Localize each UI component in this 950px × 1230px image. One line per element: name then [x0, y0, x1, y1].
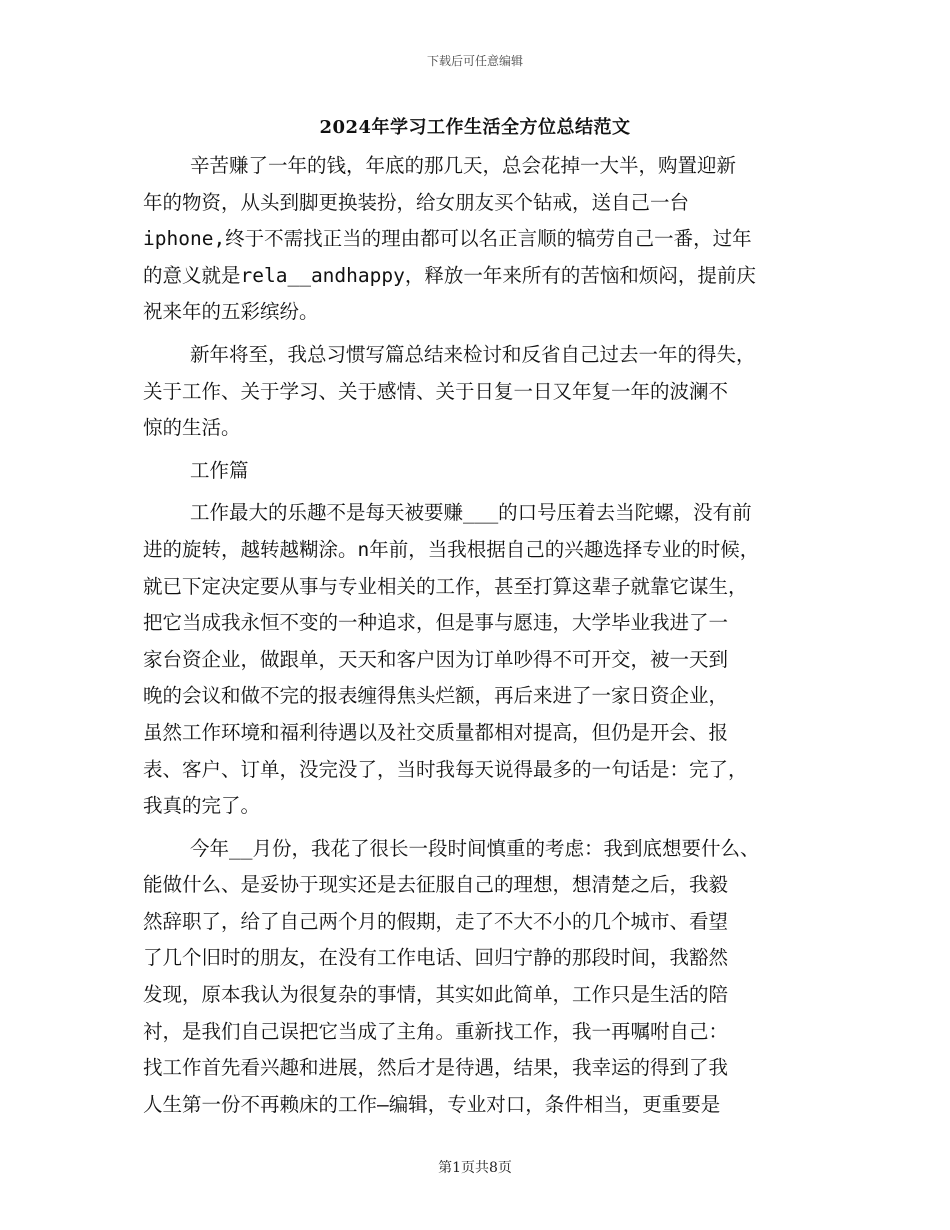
text-line: 新年将至，我总习惯写篇总结来检讨和反省自己过去一年的得失， [143, 342, 756, 366]
paragraph [143, 337, 823, 447]
text-line: 了几个旧时的朋友，在没有工作电话、回归宁静的那段时间，我豁然 [143, 946, 729, 970]
text-line: 家台资企业，做跟单，天天和客户因为订单吵得不可开交，被一天到 [143, 647, 729, 671]
text-line: 就已下定决定要从事与专业相关的工作，甚至打算这辈子就靠它谋生， [143, 574, 748, 598]
text-line: iphone,终于不需找正当的理由都可以名正言顺的犒劳自己一番，过年 [143, 227, 752, 251]
text-line: 年的物资，从头到脚更换装扮，给女朋友买个钻戒，送自己一台 [143, 190, 690, 214]
text-line: 虽然工作环境和福利待遇以及社交质量都相对提高，但仍是开会、报 [143, 720, 729, 744]
page-header: 下载后可任意编辑 [426, 54, 523, 68]
paragraph [143, 831, 823, 1124]
text-line: 辛苦赚了一年的钱，年底的那几天，总会花掉一大半，购置迎新 [143, 154, 736, 177]
text-line: 表、客户、订单，没完没了，当时我每天说得最多的一句话是：完了， [143, 757, 748, 781]
text-line: 的意义就是rela__andhappy，释放一年来所有的苦恼和烦闷，提前庆 [143, 263, 756, 287]
document-body [143, 148, 823, 1123]
text-line: 进的旋转，越转越糊涂。n年前，当我根据自己的兴趣选择专业的时候， [143, 537, 760, 561]
text-line: 今年__月份，我花了很长一段时间慎重的考虑：我到底想要什么、 [143, 836, 760, 860]
text-line: 找工作首先看兴趣和进展，然后才是待遇，结果，我幸运的得到了我 [143, 1056, 729, 1080]
text-line: 惊的生活。 [143, 416, 241, 440]
paragraph [143, 148, 823, 331]
text-line: 晚的会议和做不完的报表缠得焦头烂额，再后来进了一家日资企业， [143, 684, 729, 708]
text-line: 能做什么、是妥协于现实还是去征服自己的理想，想清楚之后，我毅 [143, 873, 729, 897]
document-title: 2024年学习工作生活全方位总结范文 [319, 117, 631, 138]
text-line: 我真的完了。 [143, 794, 261, 818]
text-line: 发现，原本我认为很复杂的事情，其实如此简单，工作只是生活的陪 [143, 983, 729, 1007]
text-line: 工作篇 [143, 458, 249, 482]
text-line: 祝来年的五彩缤纷。 [143, 300, 319, 324]
paragraph [143, 495, 823, 824]
text-line: 人生第一份不再赖床的工作—编辑，专业对口，条件相当，更重要是 [143, 1092, 721, 1116]
section-heading [143, 453, 823, 490]
text-line: 把它当成我永恒不变的一种追求，但是事与愿违，大学毕业我进了一 [143, 611, 729, 635]
text-line: 然辞职了，给了自己两个月的假期，走了不大不小的几个城市、看望 [143, 909, 729, 933]
text-line: 工作最大的乐趣不是每天被要赚___的口号压着去当陀螺，没有前 [143, 501, 752, 525]
text-line: 关于工作、关于学习、关于感情、关于日复一日又年复一年的波澜不 [143, 379, 729, 403]
text-line: 衬，是我们自己误把它当成了主角。重新找工作，我一再嘱咐自己： [143, 1019, 729, 1043]
page-footer: 第1页共8页 [438, 1160, 512, 1176]
